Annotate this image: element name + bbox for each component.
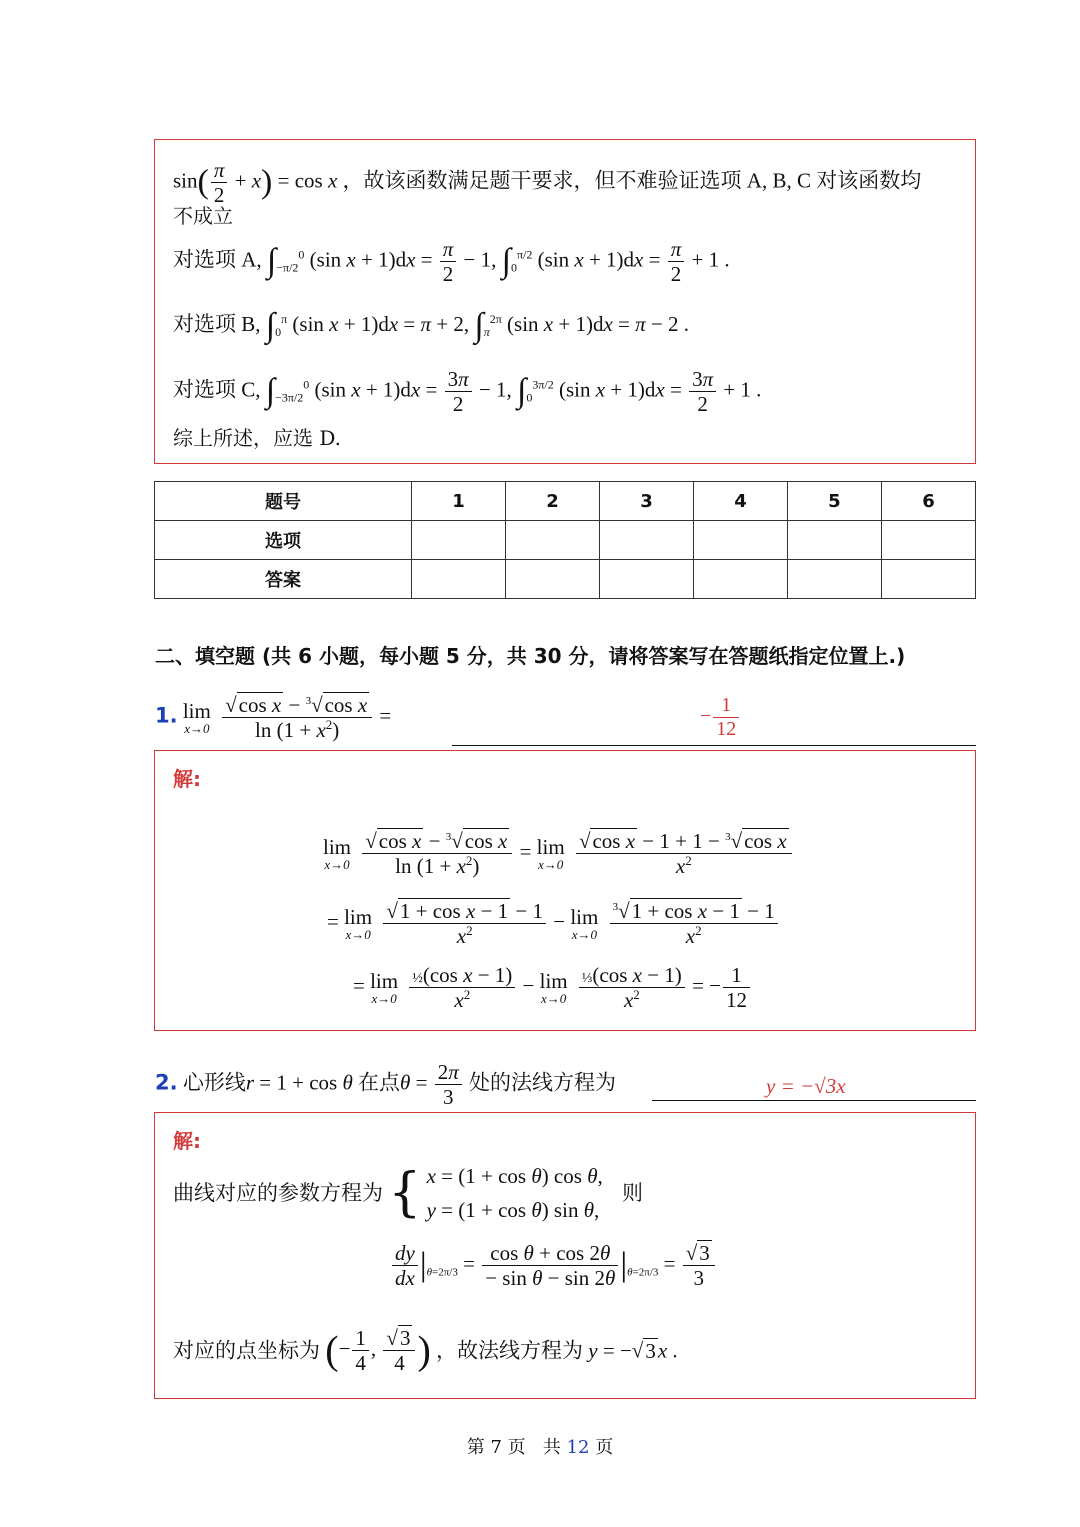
parametric-line: 曲线对应的参数方程为 { x = (1 + cos θ) cos θ, y = (1 + cos θ) sin θ, 则 xyxy=(173,1163,644,1223)
conclusion: 综上所述，应选 D. xyxy=(173,426,342,450)
table-cell: 答案 xyxy=(155,560,412,599)
table-cell: 选项 xyxy=(155,521,412,560)
answer-blank-line xyxy=(652,1100,976,1101)
option-a-line: 对选项 A, $\int_{-\pi/2}^0$ (sin x + 1)dx = $\frac{\pi}{2}$ − 1, $\int_0^{\pi/2}$ (sin x + 1)dx = $\frac{\pi}{2}$ + 1 . xyxy=(173,237,730,287)
q2-answer: y = −√3x xyxy=(766,1074,846,1098)
line1-text: ，故该函数满足题干要求，但不难验证选项 A, B, C 对该函数均 xyxy=(342,168,922,193)
answer-cell[interactable] xyxy=(599,521,693,560)
section-title: 二、填空题 (共 6 小题，每小题 5 分，共 30 分，请将答案写在答题纸指定位置上.) xyxy=(155,644,906,668)
solution-step-1: lim x→0 $\frac{√\cos x - ^3√\cos x}{\ln (1 + x^2)}$ = lim x→0 $\frac{√\cos x - 1 + 1 - ^3√\cos x}{x^2}$ xyxy=(323,829,794,878)
q1-answer: − $\frac{1}{12}$ xyxy=(700,694,741,741)
answer-cell[interactable] xyxy=(693,521,787,560)
answer-table xyxy=(154,481,976,599)
solution-label: 解: xyxy=(173,767,201,791)
point-line: 对应的点坐标为 (− $\frac{1}{4}$ , $\frac{√3}{4}$ ) ，故法线方程为 y = −√3x . xyxy=(173,1326,678,1376)
line-sin-identity: sin( $\frac{\pi}{2}$ + x) = cos x ，故该函数满足题干要求，但不难验证选项 A, B, C 对该函数均 xyxy=(173,158,922,208)
answer-cell[interactable] xyxy=(506,560,600,599)
table-row-options xyxy=(155,521,976,560)
solution-box-q2 xyxy=(154,1112,976,1399)
table-cell: 1 xyxy=(412,482,506,521)
solution-box-q1 xyxy=(154,750,976,1031)
solution-label: 解: xyxy=(173,1129,201,1153)
answer-cell[interactable] xyxy=(787,521,881,560)
solution-box-previous xyxy=(154,139,976,464)
table-cell: 题号 xyxy=(155,482,412,521)
option-c-line: 对选项 C, $\int_{-3\pi/2}^0$ (sin x + 1)dx = $\frac{3\pi}{2}$ − 1, $\int_0^{3\pi/2}$ (sin x + 1)dx = $\frac{3\pi}{2}$ + 1 . xyxy=(173,367,762,417)
page-footer: 第 7 页 共 12 页 xyxy=(466,1437,614,1458)
solution-step-3: = lim x→0 $\frac{\text{½(cos x − 1)}}{x^2}$ − lim x→0 $\frac{\text{⅓(cos x − 1)}}{x^2}$ = − $\frac{1}{12}$ xyxy=(353,963,752,1012)
answer-cell[interactable] xyxy=(787,560,881,599)
answer-cell[interactable] xyxy=(881,521,975,560)
table-cell: 3 xyxy=(599,482,693,521)
table-cell: 6 xyxy=(881,482,975,521)
answer-cell[interactable] xyxy=(693,560,787,599)
answer-cell[interactable] xyxy=(881,560,975,599)
table-cell: 2 xyxy=(506,482,600,521)
table-cell: 5 xyxy=(787,482,881,521)
table-row-header xyxy=(155,482,976,521)
question-2: 2. 心形线r = 1 + cos θ 在点θ = $\frac{2\pi}{3}$ 处的法线方程为 xyxy=(155,1060,616,1110)
line-not-hold: 不成立 xyxy=(173,204,233,228)
answer-cell[interactable] xyxy=(599,560,693,599)
answer-cell[interactable] xyxy=(412,521,506,560)
answer-cell[interactable] xyxy=(412,560,506,599)
solution-step-2: = lim x→0 $\frac{\text{√1 + cos x − 1 − 1}}{x^2}$ − lim x→0 $\frac{^3√1 + \cos x - 1 - 1}{x^2}$ xyxy=(327,899,780,948)
derivative-line: $\frac{dy}{dx}$ $|_{\theta=2\pi/3}$ = $\frac{\text{cos θ + cos 2θ}}{\text{− sin θ − sin 2θ}}$ $|_{\theta=2\pi/3}$ = $\frac{√3}{3}$ xyxy=(390,1241,717,1290)
answer-cell[interactable] xyxy=(506,521,600,560)
answer-blank-line xyxy=(452,745,976,746)
table-row-answers xyxy=(155,560,976,599)
question-1: 1. lim x→0 $\frac{√\cos x - ^3√\cos x}{\ln (1 + x^2)}$ = xyxy=(155,693,392,743)
table-cell: 4 xyxy=(693,482,787,521)
option-b-line: 对选项 B, $\int_0^\pi$ (sin x + 1)dx = π + 2, $\int_\pi^{2\pi}$ (sin x + 1)dx = π − 2 . xyxy=(173,307,689,345)
